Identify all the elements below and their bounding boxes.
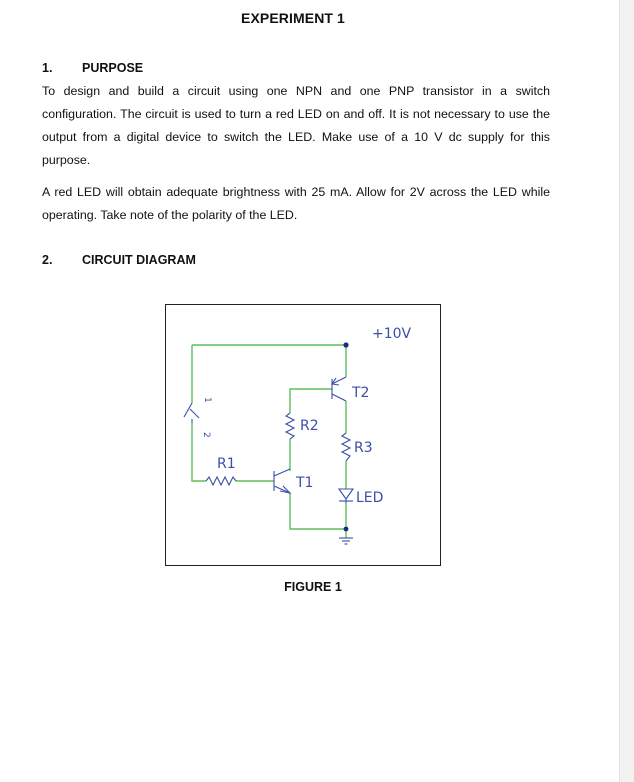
section-circuit-heading	[42, 253, 196, 267]
wires	[192, 345, 346, 538]
switch-pin-1-label: 1	[202, 397, 212, 403]
switch-symbol	[184, 403, 199, 423]
supply-node	[343, 342, 348, 347]
ground-symbol	[339, 538, 353, 544]
wire-t2-r2	[290, 389, 332, 413]
paragraph-text: A red LED will obtain adequate brightness with 25 mA. Allow for 2V across the LED while operating. Take note of the polarity of the LED.	[42, 185, 550, 222]
document-title: EXPERIMENT 1	[241, 10, 345, 26]
section-number: 1.	[42, 61, 53, 75]
paragraph-text: To design and build a circuit using one NPN and one PNP transistor in a switch configuration. The circuit is used to turn a red LED on and off. It is not necessary to use the output from a digital device to switch the LED. Make use of a 10 V dc supply for this purpose.	[42, 84, 550, 167]
t2-label: T2	[352, 385, 370, 401]
wire-t1-gnd	[290, 493, 346, 529]
section-title: CIRCUIT DIAGRAM	[82, 253, 196, 267]
r2-resistor	[286, 413, 294, 439]
purpose-paragraph-1	[42, 80, 550, 172]
section-number: 2.	[42, 253, 53, 267]
led-label: LED	[356, 490, 384, 506]
t1-label: T1	[296, 475, 314, 491]
r3-resistor	[342, 433, 350, 461]
section-purpose-heading	[42, 61, 143, 75]
section-title: PURPOSE	[82, 61, 144, 75]
circuit-svg	[166, 305, 442, 567]
purpose-paragraph-2	[42, 181, 550, 227]
t2-transistor	[332, 377, 346, 401]
ground-node	[344, 527, 349, 532]
led-symbol	[339, 489, 353, 503]
page-edge-strip	[619, 0, 634, 782]
r1-label: R1	[217, 456, 236, 472]
r1-resistor	[206, 477, 236, 485]
t1-transistor	[274, 469, 290, 493]
circuit-diagram	[165, 304, 441, 566]
r3-label: R3	[354, 440, 373, 456]
supply-label: +10V	[372, 326, 412, 342]
switch-pin-2-label: 2	[201, 432, 211, 438]
r2-label: R2	[300, 418, 319, 434]
figure-caption: FIGURE 1	[284, 580, 342, 594]
